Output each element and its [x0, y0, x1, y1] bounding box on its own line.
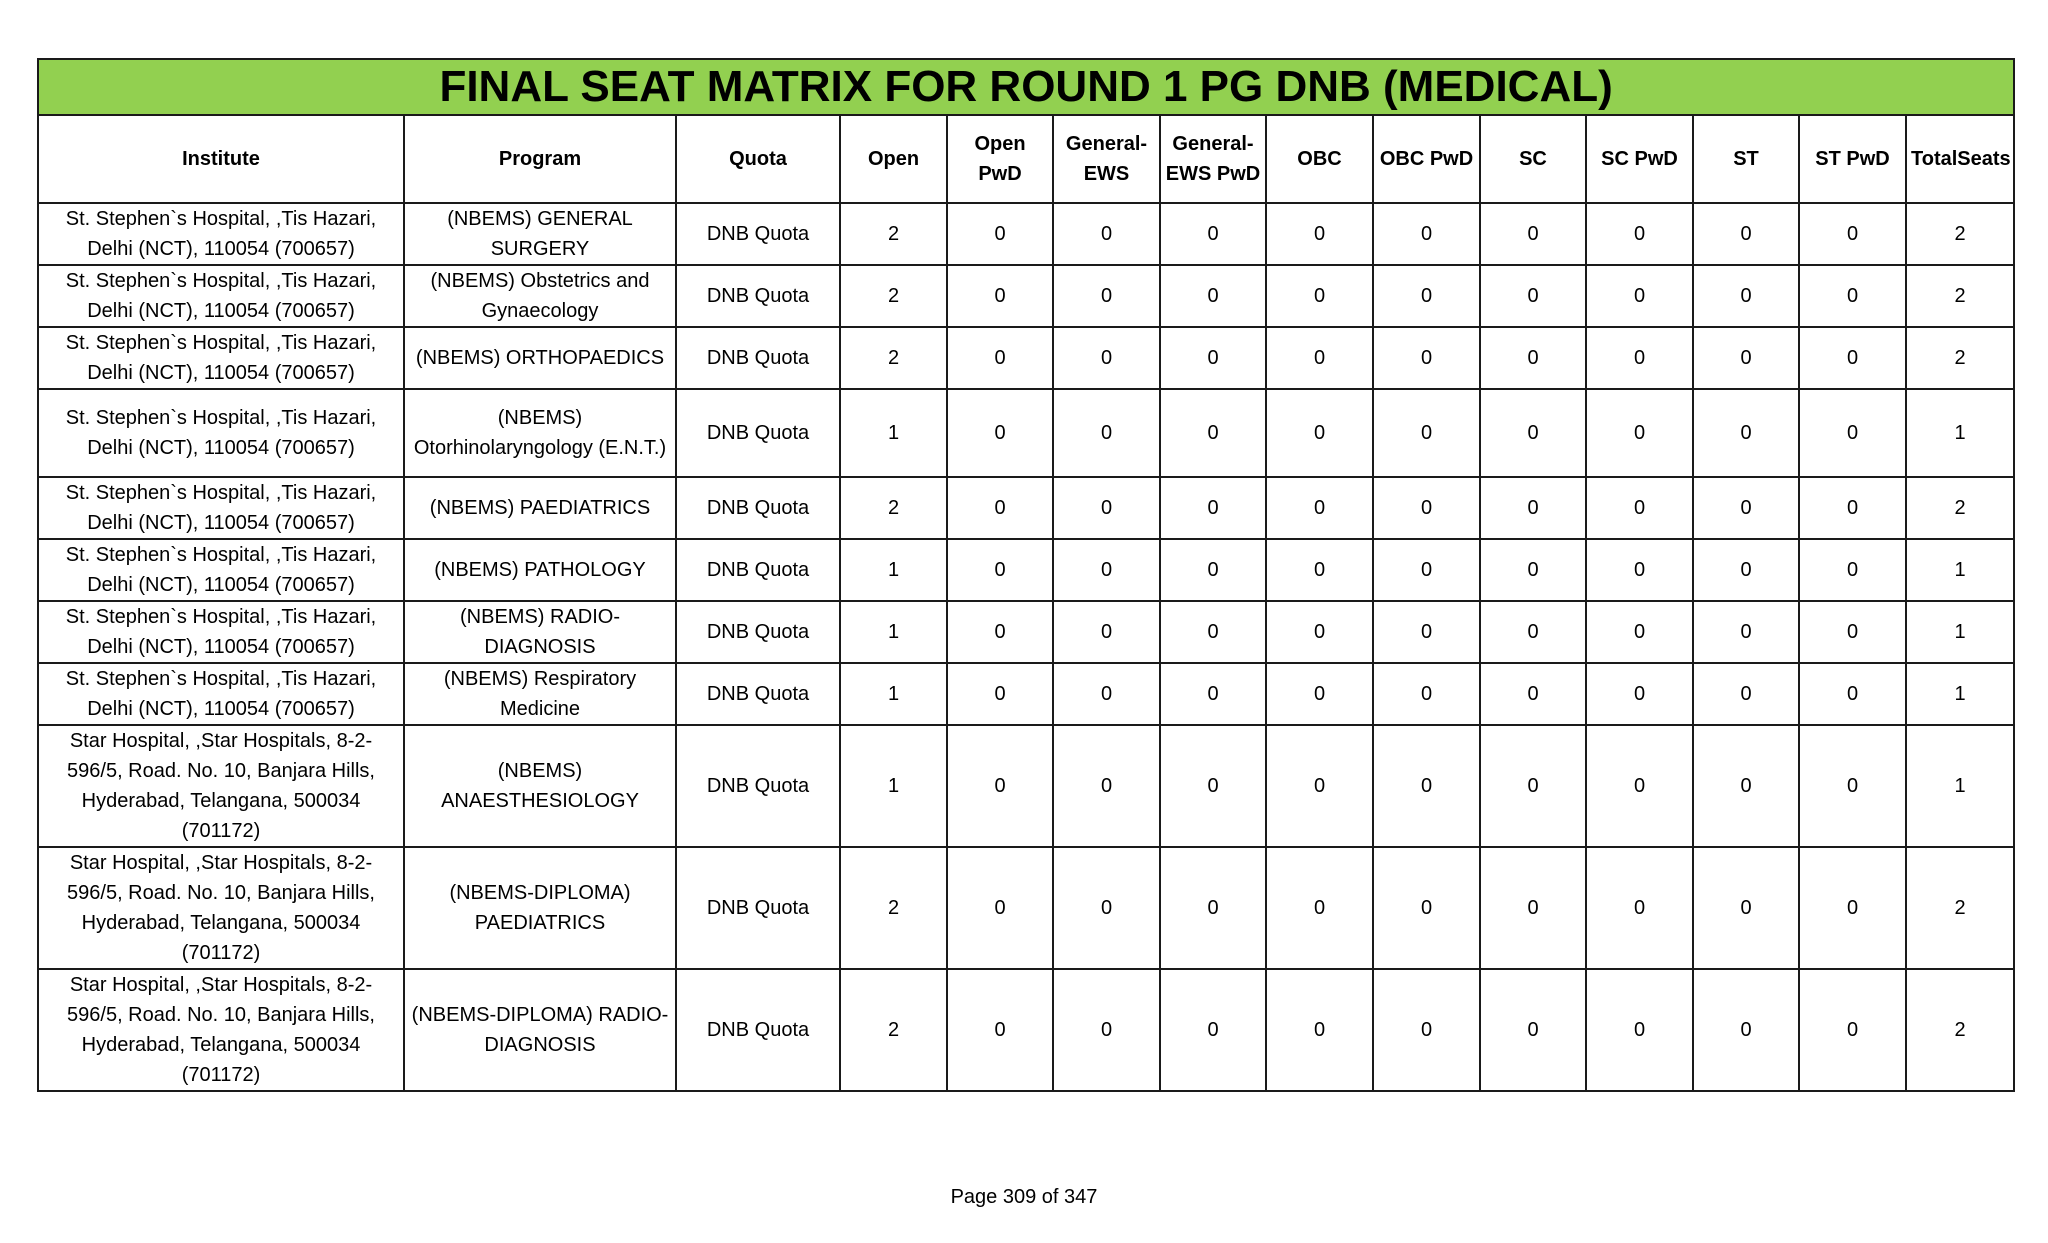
cell-sc: 0 — [1480, 477, 1586, 539]
col-header-program: Program — [404, 115, 676, 203]
cell-sc: 0 — [1480, 663, 1586, 725]
cell-open: 1 — [840, 663, 947, 725]
cell-open-pwd: 0 — [947, 477, 1053, 539]
cell-program: (NBEMS) PATHOLOGY — [404, 539, 676, 601]
cell-obc-pwd: 0 — [1373, 389, 1480, 477]
table-row — [38, 203, 2014, 265]
header-row — [38, 115, 2014, 203]
page-number: Page 309 of 347 — [950, 1186, 1098, 1208]
cell-quota: DNB Quota — [676, 601, 840, 663]
cell-quota: DNB Quota — [676, 539, 840, 601]
cell-obc: 0 — [1266, 389, 1373, 477]
cell-institute: St. Stephen`s Hospital, ,Tis Hazari, Delhi (NCT), 110054 (700657) — [38, 327, 404, 389]
cell-st: 0 — [1693, 389, 1799, 477]
cell-sc-pwd: 0 — [1586, 969, 1693, 1091]
cell-st-pwd: 0 — [1799, 847, 1906, 969]
cell-program: (NBEMS) Respiratory Medicine — [404, 663, 676, 725]
cell-st-pwd: 0 — [1799, 389, 1906, 477]
cell-general-ews-pwd: 0 — [1160, 389, 1266, 477]
seat-matrix-sheet — [37, 58, 2013, 1092]
table-row — [38, 847, 2014, 969]
col-header-sc-pwd: SC PwD — [1586, 115, 1693, 203]
cell-institute: St. Stephen`s Hospital, ,Tis Hazari, Delhi (NCT), 110054 (700657) — [38, 265, 404, 327]
cell-open: 1 — [840, 725, 947, 847]
cell-open-pwd: 0 — [947, 389, 1053, 477]
cell-open-pwd: 0 — [947, 539, 1053, 601]
cell-st-pwd: 0 — [1799, 539, 1906, 601]
cell-quota: DNB Quota — [676, 327, 840, 389]
cell-sc-pwd: 0 — [1586, 663, 1693, 725]
page-title: FINAL SEAT MATRIX FOR ROUND 1 PG DNB (MEDICAL) — [38, 59, 2014, 115]
cell-general-ews-pwd: 0 — [1160, 847, 1266, 969]
cell-sc-pwd: 0 — [1586, 725, 1693, 847]
cell-total-seats: 2 — [1906, 203, 2014, 265]
cell-st-pwd: 0 — [1799, 265, 1906, 327]
cell-open: 2 — [840, 847, 947, 969]
cell-total-seats: 2 — [1906, 265, 2014, 327]
cell-open: 1 — [840, 539, 947, 601]
cell-sc-pwd: 0 — [1586, 203, 1693, 265]
cell-st-pwd: 0 — [1799, 663, 1906, 725]
cell-program: (NBEMS) ANAESTHESIOLOGY — [404, 725, 676, 847]
cell-total-seats: 2 — [1906, 327, 2014, 389]
cell-st-pwd: 0 — [1799, 327, 1906, 389]
cell-total-seats: 2 — [1906, 477, 2014, 539]
cell-sc-pwd: 0 — [1586, 601, 1693, 663]
cell-general-ews: 0 — [1053, 389, 1160, 477]
cell-institute: St. Stephen`s Hospital, ,Tis Hazari, Delhi (NCT), 110054 (700657) — [38, 389, 404, 477]
cell-program: (NBEMS) PAEDIATRICS — [404, 477, 676, 539]
cell-st: 0 — [1693, 265, 1799, 327]
col-header-general-ews-pwd: General-EWS PwD — [1160, 115, 1266, 203]
cell-st: 0 — [1693, 847, 1799, 969]
cell-general-ews-pwd: 0 — [1160, 539, 1266, 601]
cell-st-pwd: 0 — [1799, 969, 1906, 1091]
col-header-quota: Quota — [676, 115, 840, 203]
cell-general-ews: 0 — [1053, 725, 1160, 847]
cell-quota: DNB Quota — [676, 725, 840, 847]
col-header-obc: OBC — [1266, 115, 1373, 203]
cell-obc-pwd: 0 — [1373, 725, 1480, 847]
cell-open-pwd: 0 — [947, 265, 1053, 327]
cell-program: (NBEMS-DIPLOMA) PAEDIATRICS — [404, 847, 676, 969]
cell-general-ews: 0 — [1053, 601, 1160, 663]
cell-obc-pwd: 0 — [1373, 265, 1480, 327]
cell-general-ews-pwd: 0 — [1160, 203, 1266, 265]
cell-open: 2 — [840, 203, 947, 265]
cell-general-ews: 0 — [1053, 847, 1160, 969]
cell-institute: St. Stephen`s Hospital, ,Tis Hazari, Delhi (NCT), 110054 (700657) — [38, 601, 404, 663]
col-header-open-pwd: Open PwD — [947, 115, 1053, 203]
cell-open: 1 — [840, 601, 947, 663]
cell-st: 0 — [1693, 327, 1799, 389]
cell-obc-pwd: 0 — [1373, 477, 1480, 539]
cell-obc-pwd: 0 — [1373, 601, 1480, 663]
cell-sc: 0 — [1480, 203, 1586, 265]
cell-general-ews-pwd: 0 — [1160, 725, 1266, 847]
table-row — [38, 969, 2014, 1091]
cell-open: 1 — [840, 389, 947, 477]
cell-st-pwd: 0 — [1799, 203, 1906, 265]
cell-sc-pwd: 0 — [1586, 265, 1693, 327]
cell-st: 0 — [1693, 203, 1799, 265]
cell-institute: St. Stephen`s Hospital, ,Tis Hazari, Delhi (NCT), 110054 (700657) — [38, 477, 404, 539]
cell-obc: 0 — [1266, 203, 1373, 265]
cell-general-ews-pwd: 0 — [1160, 477, 1266, 539]
cell-open-pwd: 0 — [947, 327, 1053, 389]
cell-open: 2 — [840, 265, 947, 327]
cell-open-pwd: 0 — [947, 203, 1053, 265]
cell-sc-pwd: 0 — [1586, 539, 1693, 601]
cell-open-pwd: 0 — [947, 601, 1053, 663]
cell-open: 2 — [840, 969, 947, 1091]
cell-obc-pwd: 0 — [1373, 663, 1480, 725]
cell-st: 0 — [1693, 725, 1799, 847]
cell-open-pwd: 0 — [947, 725, 1053, 847]
cell-obc-pwd: 0 — [1373, 539, 1480, 601]
cell-sc-pwd: 0 — [1586, 477, 1693, 539]
table-row — [38, 539, 2014, 601]
cell-obc: 0 — [1266, 601, 1373, 663]
table-row — [38, 601, 2014, 663]
cell-program: (NBEMS-DIPLOMA) RADIO-DIAGNOSIS — [404, 969, 676, 1091]
cell-program: (NBEMS) Obstetrics and Gynaecology — [404, 265, 676, 327]
cell-st: 0 — [1693, 601, 1799, 663]
cell-sc-pwd: 0 — [1586, 389, 1693, 477]
cell-program: (NBEMS) ORTHOPAEDICS — [404, 327, 676, 389]
cell-general-ews: 0 — [1053, 265, 1160, 327]
cell-total-seats: 1 — [1906, 389, 2014, 477]
cell-sc: 0 — [1480, 847, 1586, 969]
cell-general-ews-pwd: 0 — [1160, 663, 1266, 725]
cell-institute: St. Stephen`s Hospital, ,Tis Hazari, Delhi (NCT), 110054 (700657) — [38, 203, 404, 265]
cell-obc-pwd: 0 — [1373, 327, 1480, 389]
cell-general-ews: 0 — [1053, 327, 1160, 389]
cell-total-seats: 1 — [1906, 601, 2014, 663]
cell-general-ews-pwd: 0 — [1160, 327, 1266, 389]
col-header-total-seats: TotalSeats — [1906, 115, 2014, 203]
cell-sc: 0 — [1480, 601, 1586, 663]
col-header-st-pwd: ST PwD — [1799, 115, 1906, 203]
cell-program: (NBEMS) Otorhinolaryngology (E.N.T.) — [404, 389, 676, 477]
cell-obc: 0 — [1266, 725, 1373, 847]
cell-total-seats: 1 — [1906, 663, 2014, 725]
cell-quota: DNB Quota — [676, 663, 840, 725]
cell-total-seats: 1 — [1906, 725, 2014, 847]
cell-general-ews-pwd: 0 — [1160, 265, 1266, 327]
table-row — [38, 389, 2014, 477]
cell-general-ews: 0 — [1053, 969, 1160, 1091]
cell-quota: DNB Quota — [676, 265, 840, 327]
cell-open-pwd: 0 — [947, 969, 1053, 1091]
table-row — [38, 663, 2014, 725]
col-header-sc: SC — [1480, 115, 1586, 203]
col-header-institute: Institute — [38, 115, 404, 203]
cell-sc: 0 — [1480, 725, 1586, 847]
cell-general-ews: 0 — [1053, 203, 1160, 265]
cell-total-seats: 1 — [1906, 539, 2014, 601]
cell-obc: 0 — [1266, 847, 1373, 969]
cell-st: 0 — [1693, 539, 1799, 601]
col-header-st: ST — [1693, 115, 1799, 203]
table-row — [38, 477, 2014, 539]
cell-open-pwd: 0 — [947, 847, 1053, 969]
cell-st: 0 — [1693, 477, 1799, 539]
cell-obc: 0 — [1266, 969, 1373, 1091]
col-header-obc-pwd: OBC PwD — [1373, 115, 1480, 203]
cell-institute: Star Hospital, ,Star Hospitals, 8-2-596/5, Road. No. 10, Banjara Hills, Hyderabad, Telangana, 500034 (701172) — [38, 725, 404, 847]
cell-obc: 0 — [1266, 477, 1373, 539]
cell-obc-pwd: 0 — [1373, 969, 1480, 1091]
table-row — [38, 265, 2014, 327]
cell-general-ews: 0 — [1053, 663, 1160, 725]
cell-sc: 0 — [1480, 539, 1586, 601]
cell-quota: DNB Quota — [676, 477, 840, 539]
cell-institute: Star Hospital, ,Star Hospitals, 8-2-596/5, Road. No. 10, Banjara Hills, Hyderabad, Telangana, 500034 (701172) — [38, 847, 404, 969]
cell-open: 2 — [840, 477, 947, 539]
cell-quota: DNB Quota — [676, 847, 840, 969]
cell-obc-pwd: 0 — [1373, 847, 1480, 969]
cell-obc: 0 — [1266, 327, 1373, 389]
cell-open: 2 — [840, 327, 947, 389]
cell-sc: 0 — [1480, 389, 1586, 477]
cell-sc-pwd: 0 — [1586, 847, 1693, 969]
cell-total-seats: 2 — [1906, 847, 2014, 969]
seat-matrix-table — [37, 58, 2015, 1092]
cell-sc: 0 — [1480, 327, 1586, 389]
cell-st-pwd: 0 — [1799, 725, 1906, 847]
table-row — [38, 327, 2014, 389]
cell-general-ews: 0 — [1053, 539, 1160, 601]
cell-st-pwd: 0 — [1799, 477, 1906, 539]
cell-st: 0 — [1693, 969, 1799, 1091]
cell-institute: Star Hospital, ,Star Hospitals, 8-2-596/5, Road. No. 10, Banjara Hills, Hyderabad, Telangana, 500034 (701172) — [38, 969, 404, 1091]
cell-quota: DNB Quota — [676, 389, 840, 477]
cell-obc: 0 — [1266, 663, 1373, 725]
cell-st: 0 — [1693, 663, 1799, 725]
cell-obc-pwd: 0 — [1373, 203, 1480, 265]
cell-general-ews-pwd: 0 — [1160, 601, 1266, 663]
cell-total-seats: 2 — [1906, 969, 2014, 1091]
cell-quota: DNB Quota — [676, 969, 840, 1091]
cell-open-pwd: 0 — [947, 663, 1053, 725]
cell-program: (NBEMS) GENERAL SURGERY — [404, 203, 676, 265]
cell-general-ews-pwd: 0 — [1160, 969, 1266, 1091]
cell-sc: 0 — [1480, 265, 1586, 327]
cell-quota: DNB Quota — [676, 203, 840, 265]
cell-sc-pwd: 0 — [1586, 327, 1693, 389]
cell-st-pwd: 0 — [1799, 601, 1906, 663]
col-header-general-ews: General-EWS — [1053, 115, 1160, 203]
cell-obc: 0 — [1266, 265, 1373, 327]
cell-program: (NBEMS) RADIO-DIAGNOSIS — [404, 601, 676, 663]
cell-institute: St. Stephen`s Hospital, ,Tis Hazari, Delhi (NCT), 110054 (700657) — [38, 539, 404, 601]
cell-obc: 0 — [1266, 539, 1373, 601]
cell-institute: St. Stephen`s Hospital, ,Tis Hazari, Delhi (NCT), 110054 (700657) — [38, 663, 404, 725]
table-row — [38, 725, 2014, 847]
cell-general-ews: 0 — [1053, 477, 1160, 539]
col-header-open: Open — [840, 115, 947, 203]
cell-sc: 0 — [1480, 969, 1586, 1091]
